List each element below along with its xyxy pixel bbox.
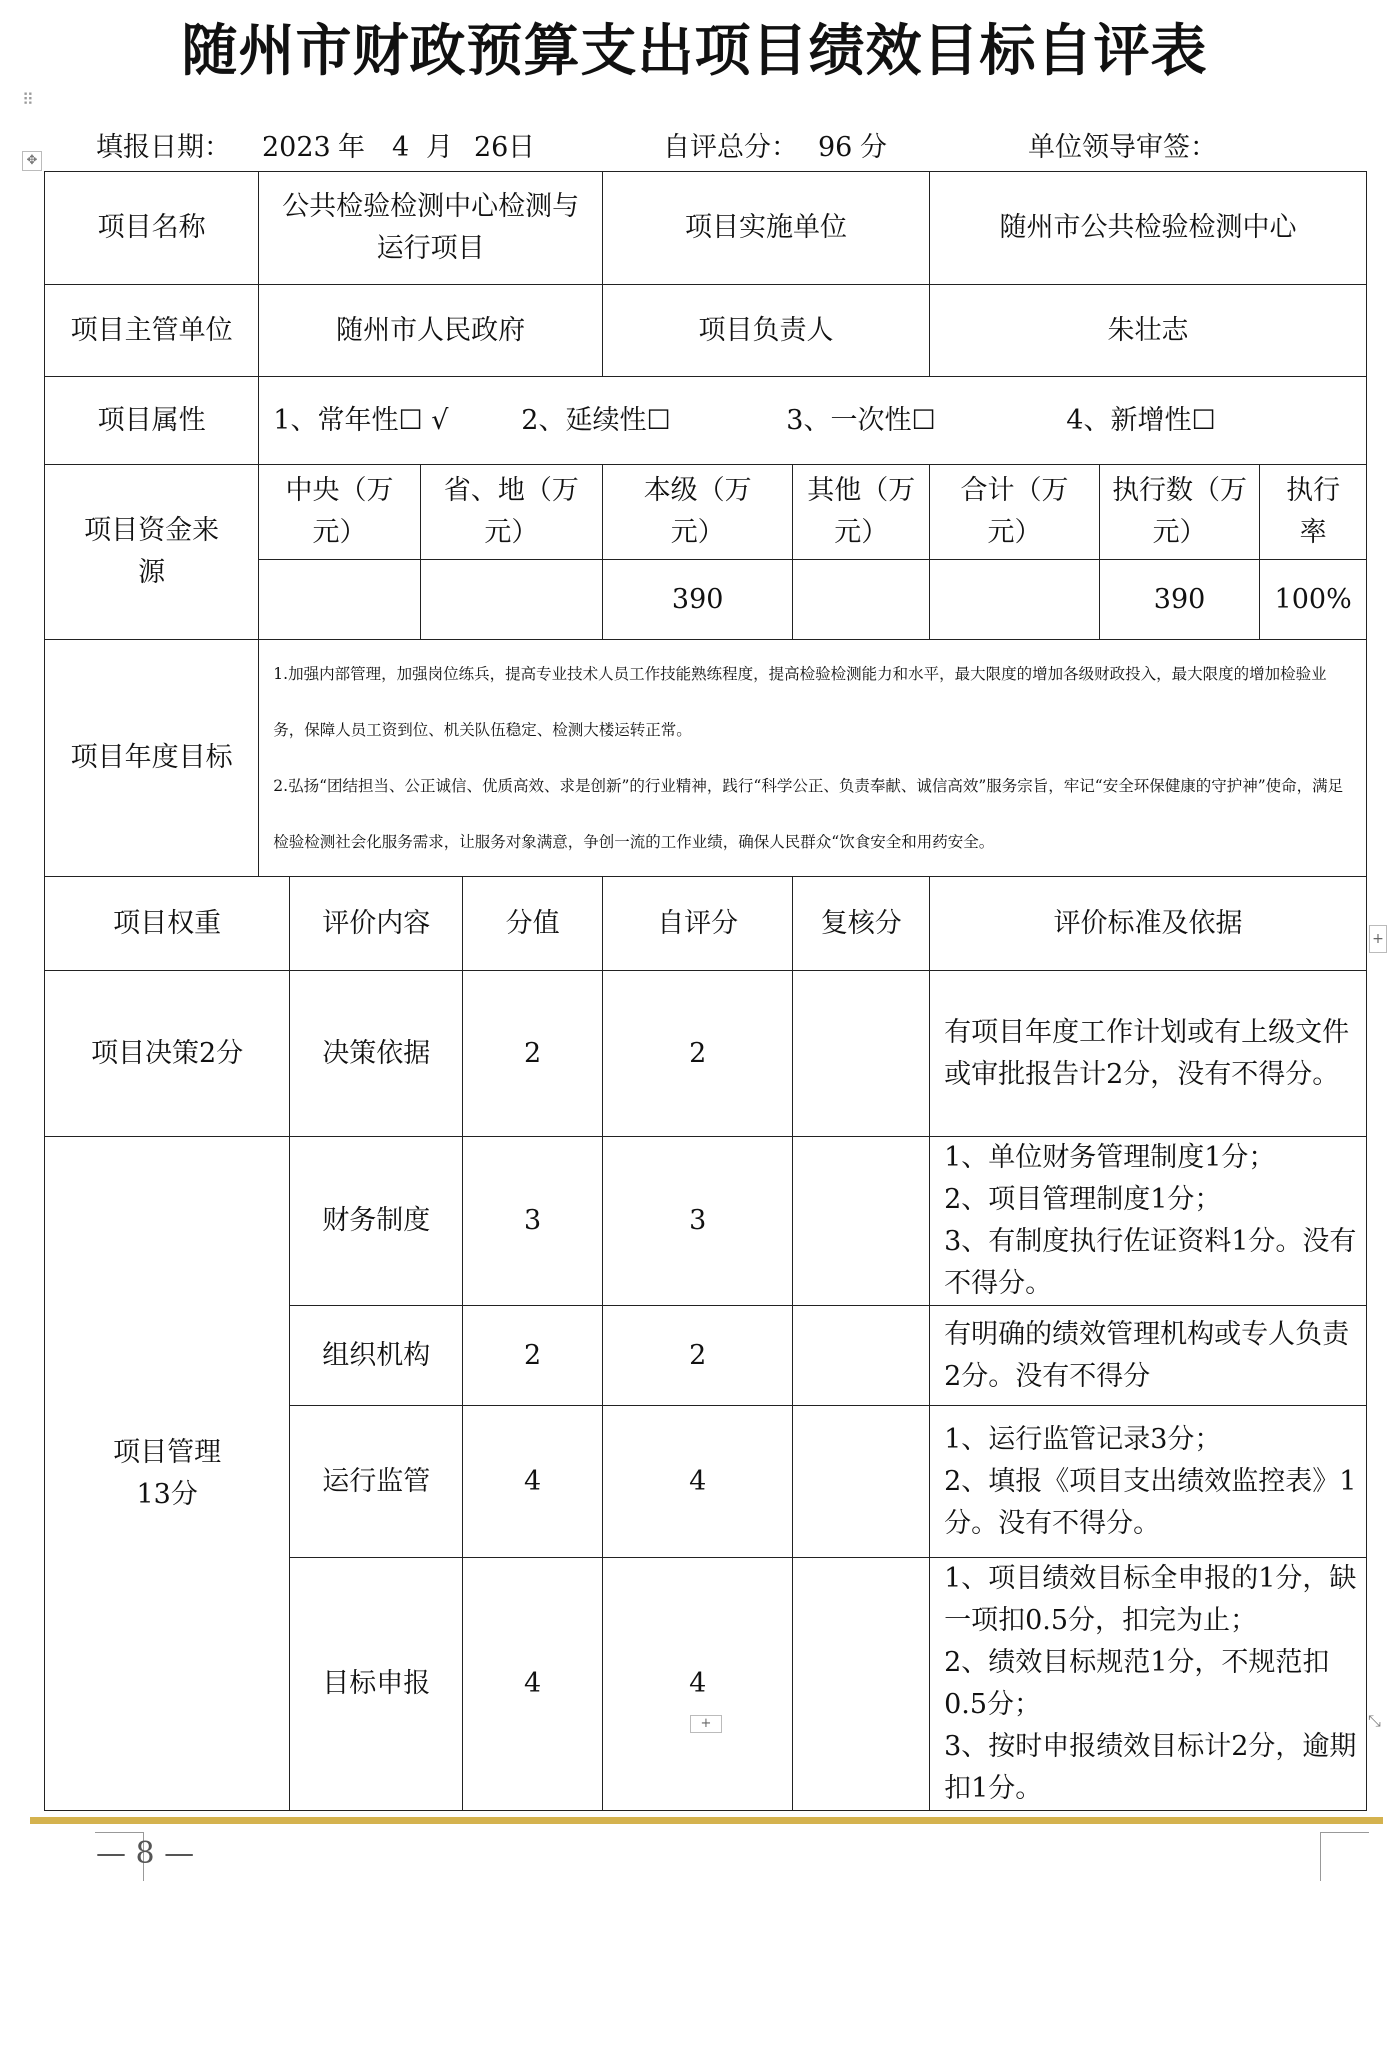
attr-option-new[interactable]: 4、新增性☐: [1066, 404, 1216, 436]
decision-review[interactable]: [793, 971, 930, 1137]
goals-text-1: 1.加强内部管理，加强岗位练兵，提高专业技术人员工作技能熟练程度，提高检验检测能力和水平，最大限度的增加各级财政投入，最大限度的增加检验业务，保障人员工资到位、机关队伍稳定、检测大楼运转正常。: [273, 665, 1327, 739]
decision-self[interactable]: 2: [602, 971, 792, 1137]
funding-executed[interactable]: 390: [1099, 560, 1259, 640]
monitor-self[interactable]: 4: [602, 1406, 792, 1558]
row-mgmt-finance: [45, 1137, 1367, 1306]
funding-total[interactable]: [930, 560, 1100, 640]
supervisor-label: 项目主管单位: [45, 285, 259, 377]
page-number: — 8 —: [96, 1836, 195, 1871]
drag-handle-icon[interactable]: ⠿: [22, 90, 34, 109]
leader-value[interactable]: 朱壮志: [930, 285, 1367, 377]
goals-label: 项目年度目标: [45, 640, 259, 877]
finance-criteria-line: 2、项目管理制度1分；: [944, 1184, 1222, 1215]
org-review[interactable]: [793, 1306, 930, 1406]
table-resize-icon[interactable]: ⤡: [1368, 1711, 1381, 1730]
footer-divider: [30, 1817, 1383, 1824]
funding-central[interactable]: [259, 560, 420, 640]
leader-label: 项目负责人: [602, 285, 929, 377]
funding-province[interactable]: [420, 560, 602, 640]
funding-header-executed: 执行数（万元）: [1099, 465, 1259, 560]
target-score[interactable]: 4: [463, 1558, 603, 1811]
month-unit: 月: [426, 132, 453, 163]
finance-content: 财务制度: [290, 1137, 463, 1306]
row-decision: [45, 971, 1367, 1137]
funding-header-province: 省、地（万元）: [420, 465, 602, 560]
monitor-content: 运行监管: [290, 1406, 463, 1558]
org-score[interactable]: 2: [463, 1306, 603, 1406]
monitor-score[interactable]: 4: [463, 1406, 603, 1558]
date-year: 2023: [262, 132, 331, 163]
score-label: 自评总分：: [663, 132, 798, 163]
row-goals: [45, 640, 1367, 877]
eval-header-criteria: 评价标准及依据: [930, 877, 1367, 971]
score-unit: 分: [860, 132, 887, 163]
project-name-label: 项目名称: [45, 172, 259, 285]
impl-unit-value[interactable]: 随州市公共检验检测中心: [930, 172, 1367, 285]
management-weight: [45, 1137, 290, 1811]
target-criteria-line: 3、按时申报绩效目标计2分，逾期扣1分。: [944, 1731, 1357, 1804]
evaluation-table: [44, 171, 1367, 1811]
date-day: 26: [474, 132, 509, 163]
attr-options: [259, 377, 1367, 465]
management-weight-line1: 项目管理: [113, 1436, 222, 1468]
row-attr: [45, 377, 1367, 465]
eval-header-self: 自评分: [602, 877, 792, 971]
project-name-text: 公共检验检测中心检测与运行项目: [282, 191, 580, 264]
finance-self[interactable]: 3: [602, 1137, 792, 1306]
funding-label: 项目资金来源: [45, 465, 259, 640]
decision-criteria-line: 有项目年度工作计划或有上级文件或审批报告计2分，没有不得分。: [944, 1016, 1350, 1090]
year-unit: 年: [338, 132, 365, 163]
target-review[interactable]: [793, 1558, 930, 1811]
eval-header-score: 分值: [463, 877, 603, 971]
decision-content: 决策依据: [290, 971, 463, 1137]
target-criteria-line: 2、绩效目标规范1分，不规范扣0.5分；: [944, 1647, 1330, 1720]
page-title: 随州市财政预算支出项目绩效目标自评表: [181, 19, 1208, 84]
date-label: 填报日期：: [96, 132, 231, 163]
eval-header-review: 复核分: [793, 877, 930, 971]
attr-option-onetime[interactable]: 3、一次性☐: [786, 404, 936, 436]
page-corner-mark-right: [1320, 1832, 1369, 1881]
monitor-criteria-line: 1、运行监管记录3分；: [944, 1423, 1222, 1455]
org-self[interactable]: 2: [602, 1306, 792, 1406]
row-project-name: [45, 172, 1367, 285]
sign-label: 单位领导审签：: [1028, 132, 1217, 163]
table-move-icon[interactable]: ✥: [22, 151, 42, 171]
monitor-review[interactable]: [793, 1406, 930, 1558]
org-criteria[interactable]: [930, 1306, 1367, 1406]
decision-criteria[interactable]: [930, 971, 1367, 1137]
monitor-criteria-line: 2、填报《项目支出绩效监控表》1分。没有不得分。: [944, 1465, 1357, 1539]
finance-score[interactable]: 3: [463, 1137, 603, 1306]
funding-rate[interactable]: 100%: [1260, 560, 1367, 640]
monitor-criteria[interactable]: [930, 1406, 1367, 1558]
decision-score[interactable]: 2: [463, 971, 603, 1137]
add-column-button[interactable]: +: [1369, 925, 1387, 953]
impl-unit-label: 项目实施单位: [602, 172, 929, 285]
goals-text-2: 2.弘扬“团结担当、公正诚信、优质高效、求是创新”的行业精神，践行“科学公正、负责奉献、诚信高效”服务宗旨，牢记“安全环保健康的守护神”使命，满足检验检测社会化服务需求，让服务对象满意，争创一流的工作业绩，确保人民群众“饮食安全和用药安全。: [273, 777, 1344, 851]
row-supervisor: [45, 285, 1367, 377]
supervisor-value[interactable]: 随州市人民政府: [259, 285, 603, 377]
row-funding-headers: [45, 465, 1367, 560]
funding-header-central: 中央（万元）: [259, 465, 420, 560]
attr-option-continuing[interactable]: 2、延续性☐: [521, 404, 671, 436]
target-self[interactable]: 4: [602, 1558, 792, 1811]
management-weight-line2: 13分: [136, 1478, 198, 1510]
target-criteria-line: 1、项目绩效目标全申报的1分，缺一项扣0.5分，扣完为止；: [944, 1563, 1357, 1636]
finance-criteria-line: 3、有制度执行佐证资料1分。没有不得分。: [944, 1226, 1357, 1299]
attr-option-annual[interactable]: 1、常年性☐ √: [273, 404, 449, 436]
funding-header-rate: 执行率: [1260, 465, 1367, 560]
target-criteria[interactable]: [930, 1558, 1367, 1811]
funding-header-local: 本级（万元）: [602, 465, 792, 560]
attr-label: 项目属性: [45, 377, 259, 465]
funding-header-total: 合计（万元）: [930, 465, 1100, 560]
funding-header-other: 其他（万元）: [793, 465, 930, 560]
finance-criteria[interactable]: [930, 1137, 1367, 1306]
score-value: 96: [818, 132, 853, 163]
date-month: 4: [392, 132, 410, 163]
row-eval-headers: [45, 877, 1367, 971]
funding-other[interactable]: [793, 560, 930, 640]
org-content: 组织机构: [290, 1306, 463, 1406]
project-name-value[interactable]: [259, 172, 603, 285]
funding-local[interactable]: 390: [602, 560, 792, 640]
eval-header-weight: 项目权重: [45, 877, 290, 971]
day-unit: 日: [508, 132, 535, 163]
decision-weight: 项目决策2分: [45, 971, 290, 1137]
org-criteria-line: 有明确的绩效管理机构或专人负责2分。没有不得分: [944, 1318, 1350, 1392]
eval-header-content: 评价内容: [290, 877, 463, 971]
add-row-button[interactable]: +: [690, 1715, 722, 1733]
finance-criteria-line: 1、单位财务管理制度1分；: [944, 1142, 1276, 1173]
goals-text[interactable]: [259, 640, 1367, 877]
target-content: 目标申报: [290, 1558, 463, 1811]
finance-review[interactable]: [793, 1137, 930, 1306]
